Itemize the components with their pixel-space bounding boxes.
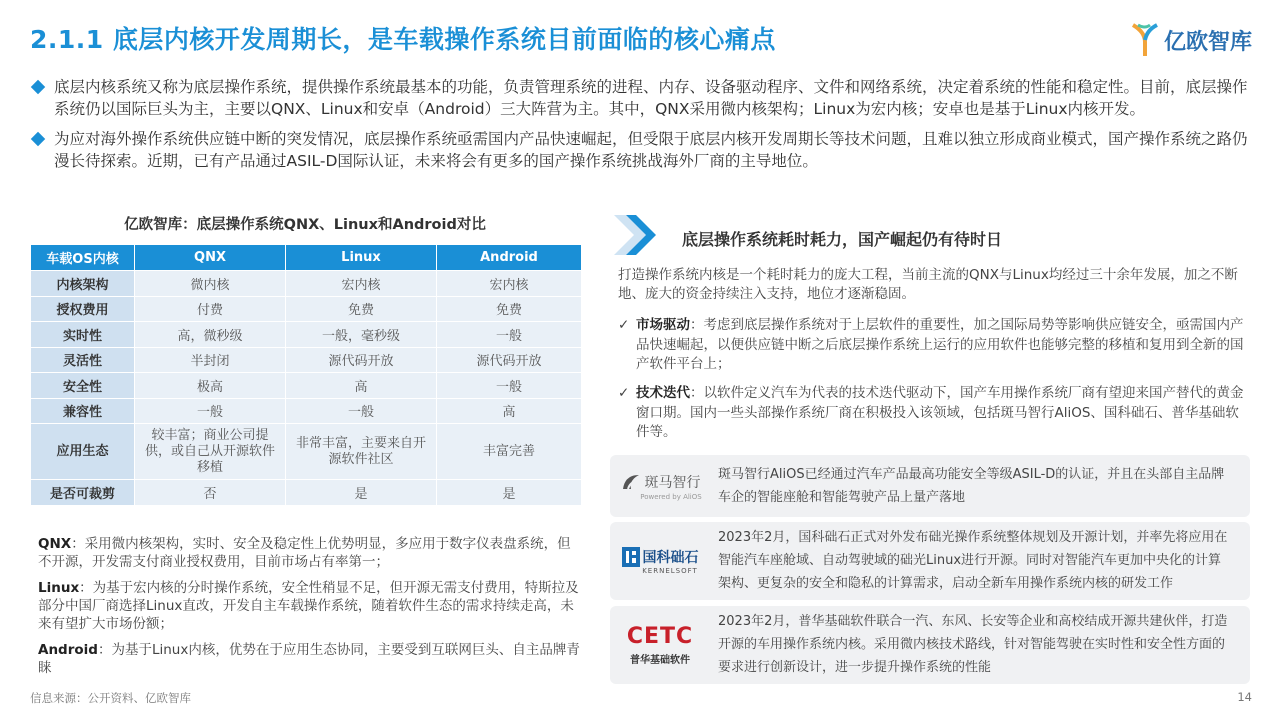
- note-label: Android: [38, 642, 98, 658]
- table-cell: 一般: [437, 322, 582, 348]
- note-text: ：为基于Linux内核，优势在于应用生态协同，主要受到互联网巨头、自主品牌青睐: [38, 642, 580, 676]
- card-text: 2023年2月，国科础石正式对外发布础光操作系统整体规划及开源计划，并率先将应用在智能汽车座舱域、自动驾驶域的础光Linux进行开源。同时对智能汽车更加中央化的计算架构、更复杂的安全和隐私的计算需求，启动全新车用操作系统内核的研发工作: [718, 530, 1228, 591]
- note-android: [38, 641, 583, 677]
- right-intro: 打造操作系统内核是一个耗时耗力的庞大工程，当前主流的QNX与Linux均经过三十余年发展，加之不断地、庞大的资金持续注入支持，地位才逐渐稳固。: [618, 267, 1238, 302]
- source-note: 信息来源：公开资料、亿欧智库: [30, 691, 191, 705]
- table-row: [31, 296, 582, 322]
- table-cell: 高: [286, 373, 437, 399]
- logo-text: 国科础石: [642, 550, 699, 566]
- table-cell: 付费: [135, 296, 286, 322]
- brand-logo: [1130, 20, 1252, 60]
- table-title: 亿欧智库：底层操作系统QNX、Linux和Android对比: [124, 217, 486, 233]
- column-header: 车载OS内核: [31, 245, 135, 271]
- table-cell: 较丰富；商业公司提供，或自己从开源软件移植: [135, 424, 286, 480]
- table-cell: 源代码开放: [286, 347, 437, 373]
- case-card-banma: [610, 455, 1250, 517]
- right-section-title: 底层操作系统耗时耗力，国产崛起仍有待时日: [682, 230, 1003, 249]
- note-text: ：采用微内核架构，实时、安全及稳定性上优势明显，多应用于数字仪表盘系统，但不开源，开发需支付商业授权费用，目前市场占有率第一；: [38, 536, 571, 570]
- table-row: [31, 373, 582, 399]
- table-cell: 宏内核: [286, 271, 437, 297]
- row-header: 安全性: [31, 373, 135, 399]
- card-text: 斑马智行AliOS已经通过汽车产品最高功能安全等级ASIL-D的认证，并且在头部自主品牌车企的智能座舱和智能驾驶产品上量产落地: [718, 467, 1225, 505]
- note-label: Linux: [38, 580, 80, 596]
- row-header: 实时性: [31, 322, 135, 348]
- table-cell: 宏内核: [437, 271, 582, 297]
- table-cell: 非常丰富，主要来自开源软件社区: [286, 424, 437, 480]
- table-cell: 微内核: [135, 271, 286, 297]
- row-header: 授权费用: [31, 296, 135, 322]
- card-text: 2023年2月，普华基础软件联合一汽、东风、长安等企业和高校结成开源共建伙伴，打造开源的车用操作系统内核。采用微内核技术路线，针对智能驾驶在实时性和安全性方面的要求进行创新设计，进一步提升操作系统的性能: [718, 614, 1228, 675]
- logo-subtext: 普华基础软件: [630, 655, 690, 666]
- row-header: 是否可裁剪: [31, 480, 135, 506]
- kernel-notes: [38, 535, 583, 685]
- row-header: 应用生态: [31, 424, 135, 480]
- table-cell: 一般: [437, 373, 582, 399]
- table-cell: 免费: [437, 296, 582, 322]
- bullet-item: [30, 76, 1255, 120]
- point-label: 市场驱动: [636, 317, 690, 333]
- table-cell: 一般: [135, 398, 286, 424]
- logo-subtext: Powered by AliOS: [640, 493, 702, 501]
- point-tech-iteration: [618, 384, 1248, 443]
- note-text: ：为基于宏内核的分时操作系统，安全性稍显不足，但开源无需支付费用，特斯拉及部分中国厂商选择Linux直改，开发自主车载操作系统，随着软件生态的需求持续走高，未来有望扩大市场份额；: [38, 580, 579, 632]
- table-cell: 是: [437, 480, 582, 506]
- logo-subtext: KERNELSOFT: [642, 567, 698, 575]
- kernelsoft-logo-icon: [622, 547, 640, 567]
- table-header-row: [31, 245, 582, 271]
- diamond-bullet-icon: [31, 80, 45, 94]
- table-cell: 源代码开放: [437, 347, 582, 373]
- bullet-text: 为应对海外操作系统供应链中断的突发情况，底层操作系统亟需国内产品快速崛起，但受限于底层内核开发周期长等技术问题，且难以独立形成商业模式，国产操作系统之路仍漫长待探索。近期，已有产品通过ASIL-D国际认证，未来将会有更多的国产操作系统挑战海外厂商的主导地位。: [54, 130, 1248, 170]
- intro-bullets: [30, 76, 1255, 180]
- table-cell: 高，微秒级: [135, 322, 286, 348]
- table-cell: 是: [286, 480, 437, 506]
- bullet-item: [30, 128, 1255, 172]
- table-row: [31, 322, 582, 348]
- column-header: Linux: [286, 245, 437, 271]
- brand-name: 亿欧智库: [1163, 29, 1252, 55]
- chevron-right-icon: [612, 213, 656, 257]
- table-cell: 丰富完善: [437, 424, 582, 480]
- banma-logo-icon: [620, 471, 642, 493]
- check-icon: ✓: [618, 317, 630, 333]
- column-header: QNX: [135, 245, 286, 271]
- logo-text: 斑马智行: [644, 475, 701, 491]
- table-row: [31, 347, 582, 373]
- logo-text: CETC: [626, 624, 694, 649]
- check-icon: ✓: [618, 385, 630, 401]
- case-card-cetc: [610, 606, 1250, 684]
- right-section-header: [612, 213, 1252, 257]
- page-title: 2.1.1 底层内核开发周期长，是车载操作系统目前面临的核心痛点: [30, 25, 776, 54]
- row-header: 灵活性: [31, 347, 135, 373]
- table-cell: 一般: [286, 398, 437, 424]
- table-cell: 高: [437, 398, 582, 424]
- table-row: [31, 398, 582, 424]
- note-linux: [38, 579, 583, 633]
- row-header: 内核架构: [31, 271, 135, 297]
- note-label: QNX: [38, 536, 72, 552]
- table-cell: 免费: [286, 296, 437, 322]
- table-row: [31, 271, 582, 297]
- table-cell: 极高: [135, 373, 286, 399]
- table-row: [31, 424, 582, 480]
- point-text: ：以软件定义汽车为代表的技术迭代驱动下，国产车用操作系统厂商有望迎来国产替代的黄金窗口期。国内一些头部操作系统厂商在积极投入该领域，包括斑马智行AliOS、国科础石、普华基础软件等。: [636, 385, 1244, 440]
- table-row: [31, 480, 582, 506]
- banma-logo: [610, 455, 710, 517]
- diamond-bullet-icon: [31, 132, 45, 146]
- bullet-text: 底层内核系统又称为底层操作系统，提供操作系统最基本的功能，负责管理系统的进程、内存、设备驱动程序、文件和网络系统，决定着系统的性能和稳定性。目前，底层操作系统仍以国际巨头为主，主要以QNX、Linux和安卓（Android）三大阵营为主。其中，QNX采用微内核架构；Linux为宏内核；安卓也是基于Linux内核开发。: [54, 78, 1248, 118]
- point-market-driven: [618, 316, 1248, 375]
- yiou-logo-icon: [1130, 22, 1160, 58]
- note-qnx: [38, 535, 583, 571]
- kernelsoft-logo: [610, 522, 710, 600]
- column-header: Android: [437, 245, 582, 271]
- point-label: 技术迭代: [636, 385, 690, 401]
- table-cell: 半封闭: [135, 347, 286, 373]
- page-number: 14: [1237, 690, 1252, 704]
- case-card-kernelsoft: [610, 522, 1250, 600]
- point-text: ：考虑到底层操作系统对于上层软件的重要性，加之国际局势等影响供应链安全，亟需国内产品快速崛起，以便供应链中断之后底层操作系统上运行的应用软件也能够完整的移植和复用到全新的国产软件平台上；: [636, 317, 1244, 372]
- comparison-table: [30, 244, 582, 506]
- row-header: 兼容性: [31, 398, 135, 424]
- table-cell: 否: [135, 480, 286, 506]
- cetc-logo: [610, 606, 710, 684]
- table-cell: 一般，毫秒级: [286, 322, 437, 348]
